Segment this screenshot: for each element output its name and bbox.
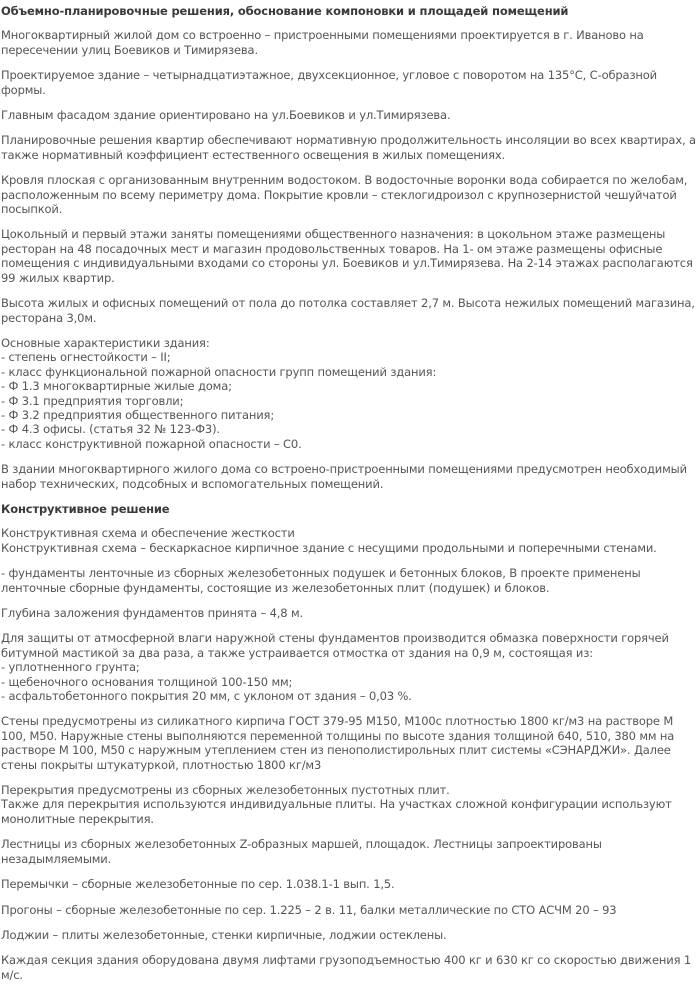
- paragraph-slabs: [1, 783, 697, 826]
- paragraph-roof: Кровля плоская с организованным внутренним водостоком. В водосточные воронки вода собирается по желобам, расположенным по всему периметру дома. Покрытие кровли – стеклогидроизол с крупнозернистой чешуйчатой посыпкой.: [1, 173, 688, 217]
- paragraph-moisture-protection: [1, 631, 697, 703]
- paragraph-room-height: Высота жилых и офисных помещений от пола до потолка составляет 2,7 м. Высота нежилых помещений магазина, ресторана 3,0м.: [1, 296, 695, 325]
- scheme-title: Конструктивная схема и обеспечение жесткости: [1, 526, 295, 541]
- section-heading-planning: Объемно-планировочные решения, обоснование компоновки и площадей помещений: [1, 4, 569, 18]
- paragraph-foundation-depth: Глубина заложения фундаментов принята – 4,8 м.: [1, 606, 304, 620]
- paragraph-main-facade: Главным фасадом здание ориентировано на ул.Боевиков и ул.Тимирязева.: [1, 108, 451, 123]
- list-item: - Ф 3.1 предприятия торговли;: [1, 393, 184, 408]
- characteristics-title: Основные характеристики здания:: [1, 335, 210, 350]
- paragraph-building-shape: Проектируемое здание – четырнадцатиэтажное, двухсекционное, угловое с поворотом на 135°С, С-образной формы.: [1, 68, 657, 97]
- paragraph-floors-usage: Цокольный и первый этажи заняты помещениями общественного назначения: в цокольном этаже размещены ресторан на 48 посадочных мест и магазин продовольственных товаров. На 1- ом этаже размещены офисные помещения с индивидуальными входами со стороны ул. Боевиков и ул.Тимирязева. На 2-14 этажах располагаются 99 жилых квартир.: [1, 227, 693, 285]
- protection-intro: Для защиты от атмосферной влаги наружной стены фундаментов производится обмазка поверхности горячей битумной мастикой за два раза, а также устраивается отмостка от здания на 0,9 м, состоящая из:: [1, 631, 669, 660]
- paragraph-loggias: Лоджии – плиты железобетонные, стенки кирпичные, лоджии остеклены.: [1, 927, 447, 942]
- list-item: - асфальтобетонного покрытия 20 мм, с уклоном от здания – 0,03 %.: [1, 689, 412, 704]
- slabs-line: Также для перекрытия используются индивидуальные плиты. На участках сложной конфигурации используют монолитные перекрытия.: [1, 797, 672, 826]
- list-item: - класс функциональной пожарной опасности групп помещений здания:: [1, 364, 437, 379]
- paragraph-elevators: Каждая секция здания оборудована двумя лифтами грузоподъемностью 400 кг и 630 кг со скоростью движения 1 м/с.: [1, 953, 692, 982]
- list-item: - Ф 3.2 предприятия общественного питания;: [1, 407, 275, 422]
- paragraph-insolation: Планировочные решения квартир обеспечивают нормативную продолжительность инсоляции во всех квартирах, а также нормативный коэффициент естественного освещения в жилых помещениях.: [1, 133, 696, 162]
- list-item: - класс конструктивной пожарной опасности – С0.: [1, 436, 302, 451]
- paragraph-lintels: Перемычки – сборные железобетонные по сер. 1.038.1-1 вып. 1,5.: [1, 877, 395, 892]
- paragraph-structural-scheme: [1, 526, 697, 555]
- document-page: [1, 4, 697, 993]
- characteristics-list: [1, 336, 697, 451]
- section-heading-structural: Конструктивное решение: [1, 501, 170, 516]
- paragraph-walls: Стены предусмотрены из силикатного кирпича ГОСТ 379-95 М150, М100с плотностью 1800 кг/м3 на растворе М 100, М50. Наружные стены выполняются переменной толщины по высоте здания толщиной 640, 510, 380 мм на растворе М 100, М50 с наружным утеплением стен из пенополистирольных плит системы «СЭНАРДЖИ». Далее стены покрыты штукатуркой, плотностью 1800 кг/м3: [1, 714, 675, 772]
- paragraph-stairs: Лестницы из сборных железобетонных Z-образных маршей, площадок. Лестницы запроектированы незадымляемыми.: [1, 837, 602, 866]
- paragraph-auxiliary-rooms: В здании многоквартирного жилого дома со встроено-пристроенными помещениями предусмотрен необходимый набор технических, подсобных и вспомогательных помещений.: [1, 462, 687, 491]
- paragraph-purlins: Прогоны – сборные железобетонные по сер. 1.225 – 2 в. 11, балки металлические по СТО АСЧМ 20 – 93: [1, 902, 617, 917]
- list-item: - Ф 4.3 офисы. (статья 32 № 123-Ф3).: [1, 422, 220, 437]
- scheme-description: Конструктивная схема – бескаркасное кирпичное здание с несущими продольными и поперечными стенами.: [1, 540, 657, 555]
- paragraph-location: Многоквартирный жилой дом со встроенно – пристроенными помещениями проектируется в г. Иваново на пересечении улиц Боевиков и Тимирязева.: [1, 28, 644, 57]
- list-item: - Ф 1.3 многоквартирные жилые дома;: [1, 379, 232, 394]
- slabs-line: Перекрытия предусмотрены из сборных железобетонных пустотных плит.: [1, 783, 450, 798]
- list-item: - уплотненного грунта;: [1, 660, 140, 675]
- paragraph-foundations: - фундаменты ленточные из сборных железобетонных подушек и бетонных блоков, В проекте применены ленточные сборные фундаменты, состоящие из железобетонных плит (подушек) и блоков.: [1, 566, 641, 595]
- list-item: - степень огнестойкости – II;: [1, 350, 171, 365]
- list-item: - щебеночного основания толщиной 100-150 мм;: [1, 674, 293, 689]
